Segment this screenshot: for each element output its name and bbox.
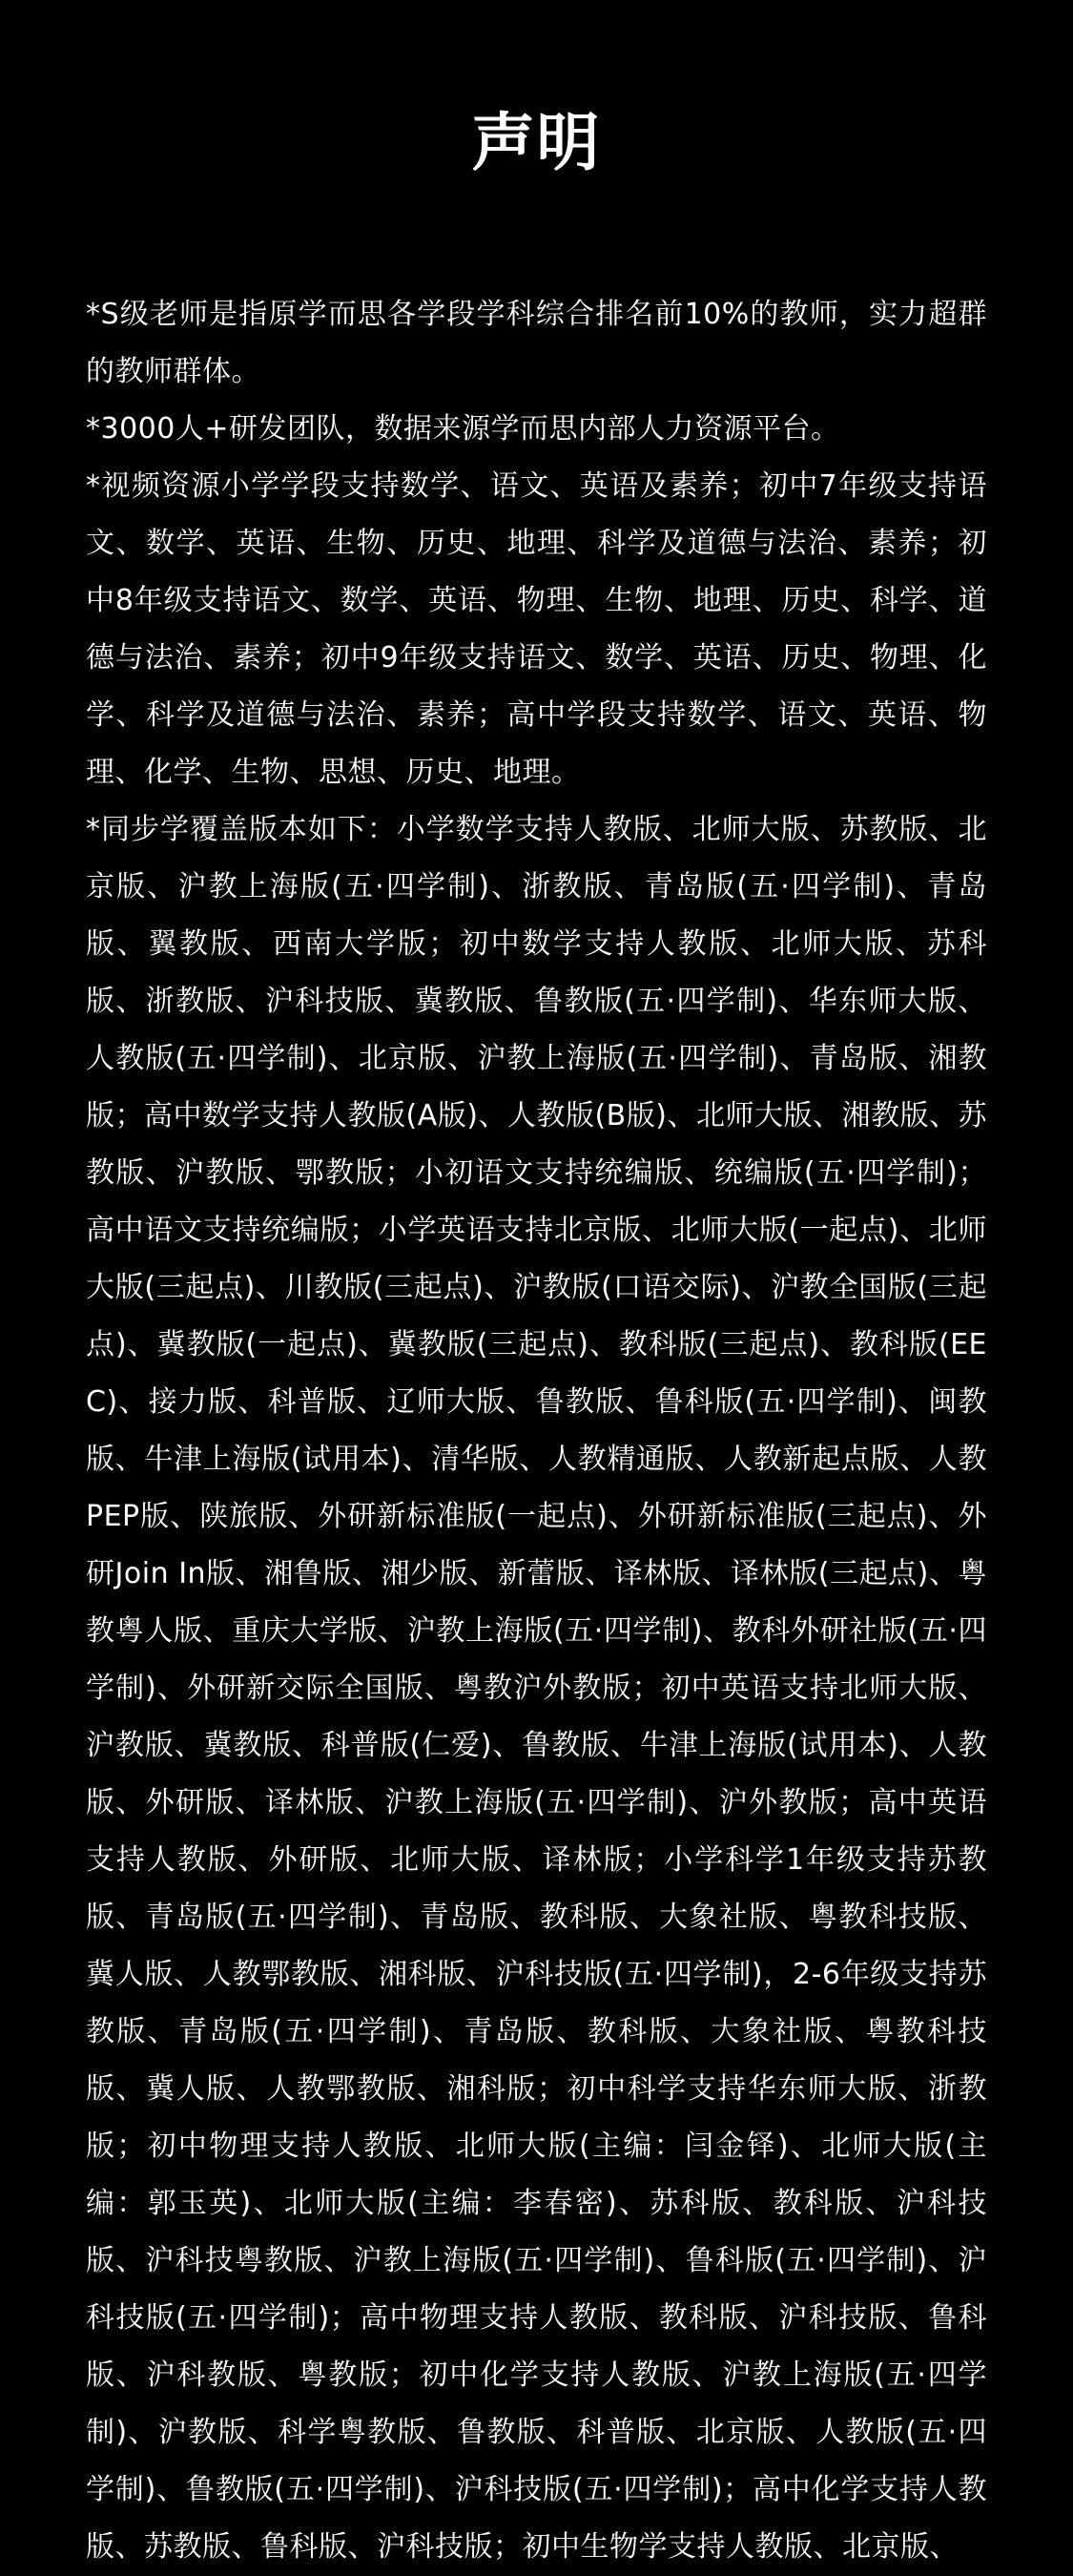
disclaimer-content (86, 286, 987, 2576)
page-title: 声明 (471, 106, 602, 179)
disclaimer-paragraph-research-team: *3000人+研发团队，数据来源学而思内部人力资源平台。 (86, 412, 840, 446)
disclaimer-paragraph-teachers: *S级老师是指原学而思各学段学科综合排名前10%的教师，实力超群的教师群体。 (86, 298, 987, 388)
disclaimer-paragraph-textbook-versions: *同步学覆盖版本如下：小学数学支持人教版、北师大版、苏教版、北京版、沪教上海版(五·四学制)、浙教版、青岛版(五·四学制)、青岛版、翼教版、西南大学版；初中数学支持人教版、北师大版、苏科版、浙教版、沪科技版、冀教版、鲁教版(五·四学制)、华东师大版、人教版(五·四学制)、北京版、沪教上海版(五·四学制)、青岛版、湘教版；高中数学支持人教版(A版)、人教版(B版)、北师大版、湘教版、苏教版、沪教版、鄂教版；小初语文支持统编版、统编版(五·四学制)；高中语文支持统编版；小学英语支持北京版、北师大版(一起点)、北师大版(三起点)、川教版(三起点)、沪教版(口语交际)、沪教全国版(三起点)、冀教版(一起点)、冀教版(三起点)、教科版(三起点)、教科版(EEC)、接力版、科普版、辽师大版、鲁教版、鲁科版(五·四学制)、闽教版、牛津上海版(试用本)、清华版、人教精通版、人教新起点版、人教PEP版、陕旅版、外研新标准版(一起点)、外研新标准版(三起点)、外研Join In版、湘鲁版、湘少版、新蕾版、译林版、译林版(三起点)、粤教粤人版、重庆大学版、沪教上海版(五·四学制)、教科外研社版(五·四学制)、外研新交际全国版、粤教沪外教版；初中英语支持北师大版、沪教版、冀教版、科普版(仁爱)、鲁教版、牛津上海版(试用本)、人教版、外研版、译林版、沪教上海版(五·四学制)、沪外教版；高中英语支持人教版、外研版、北师大版、译林版；小学科学1年级支持苏教版、青岛版(五·四学制)、青岛版、教科版、大象社版、粤教科技版、冀人版、人教鄂教版、湘科版、沪科技版(五·四学制)，2-6年级支持苏教版、青岛版(五·四学制)、青岛版、教科版、大象社版、粤教科技版、冀人版、人教鄂教版、湘科版；初中科学支持华东师大版、浙教版；初中物理支持人教版、北师大版(主编：闫金铎)、北师大版(主编：郭玉英)、北师大版(主编：李春密)、苏科版、教科版、沪科技版、沪科技粤教版、沪教上海版(五·四学制)、鲁科版(五·四学制)、沪科技版(五·四学制)；高中物理支持人教版、教科版、沪科技版、鲁科版、沪科教版、粤教版；初中化学支持人教版、沪教上海版(五·四学制)、沪教版、科学粤教版、鲁教版、科普版、北京版、人教版(五·四学制)、鲁教版(五·四学制)、沪科技版(五·四学制)；高中化学支持人教版、苏教版、鲁科版、沪科技版；初中生物学支持人教版、北京版、 (86, 813, 987, 2564)
disclaimer-paragraph-video-resources: *视频资源小学学段支持数学、语文、英语及素养；初中7年级支持语文、数学、英语、生物、历史、地理、科学及道德与法治、素养；初中8年级支持语文、数学、英语、物理、生物、地理、历史、科学、道德与法治、素养；初中9年级支持语文、数学、英语、历史、物理、化学、科学及道德与法治、素养；高中学段支持数学、语文、英语、物理、化学、生物、思想、历史、地理。 (86, 469, 987, 789)
